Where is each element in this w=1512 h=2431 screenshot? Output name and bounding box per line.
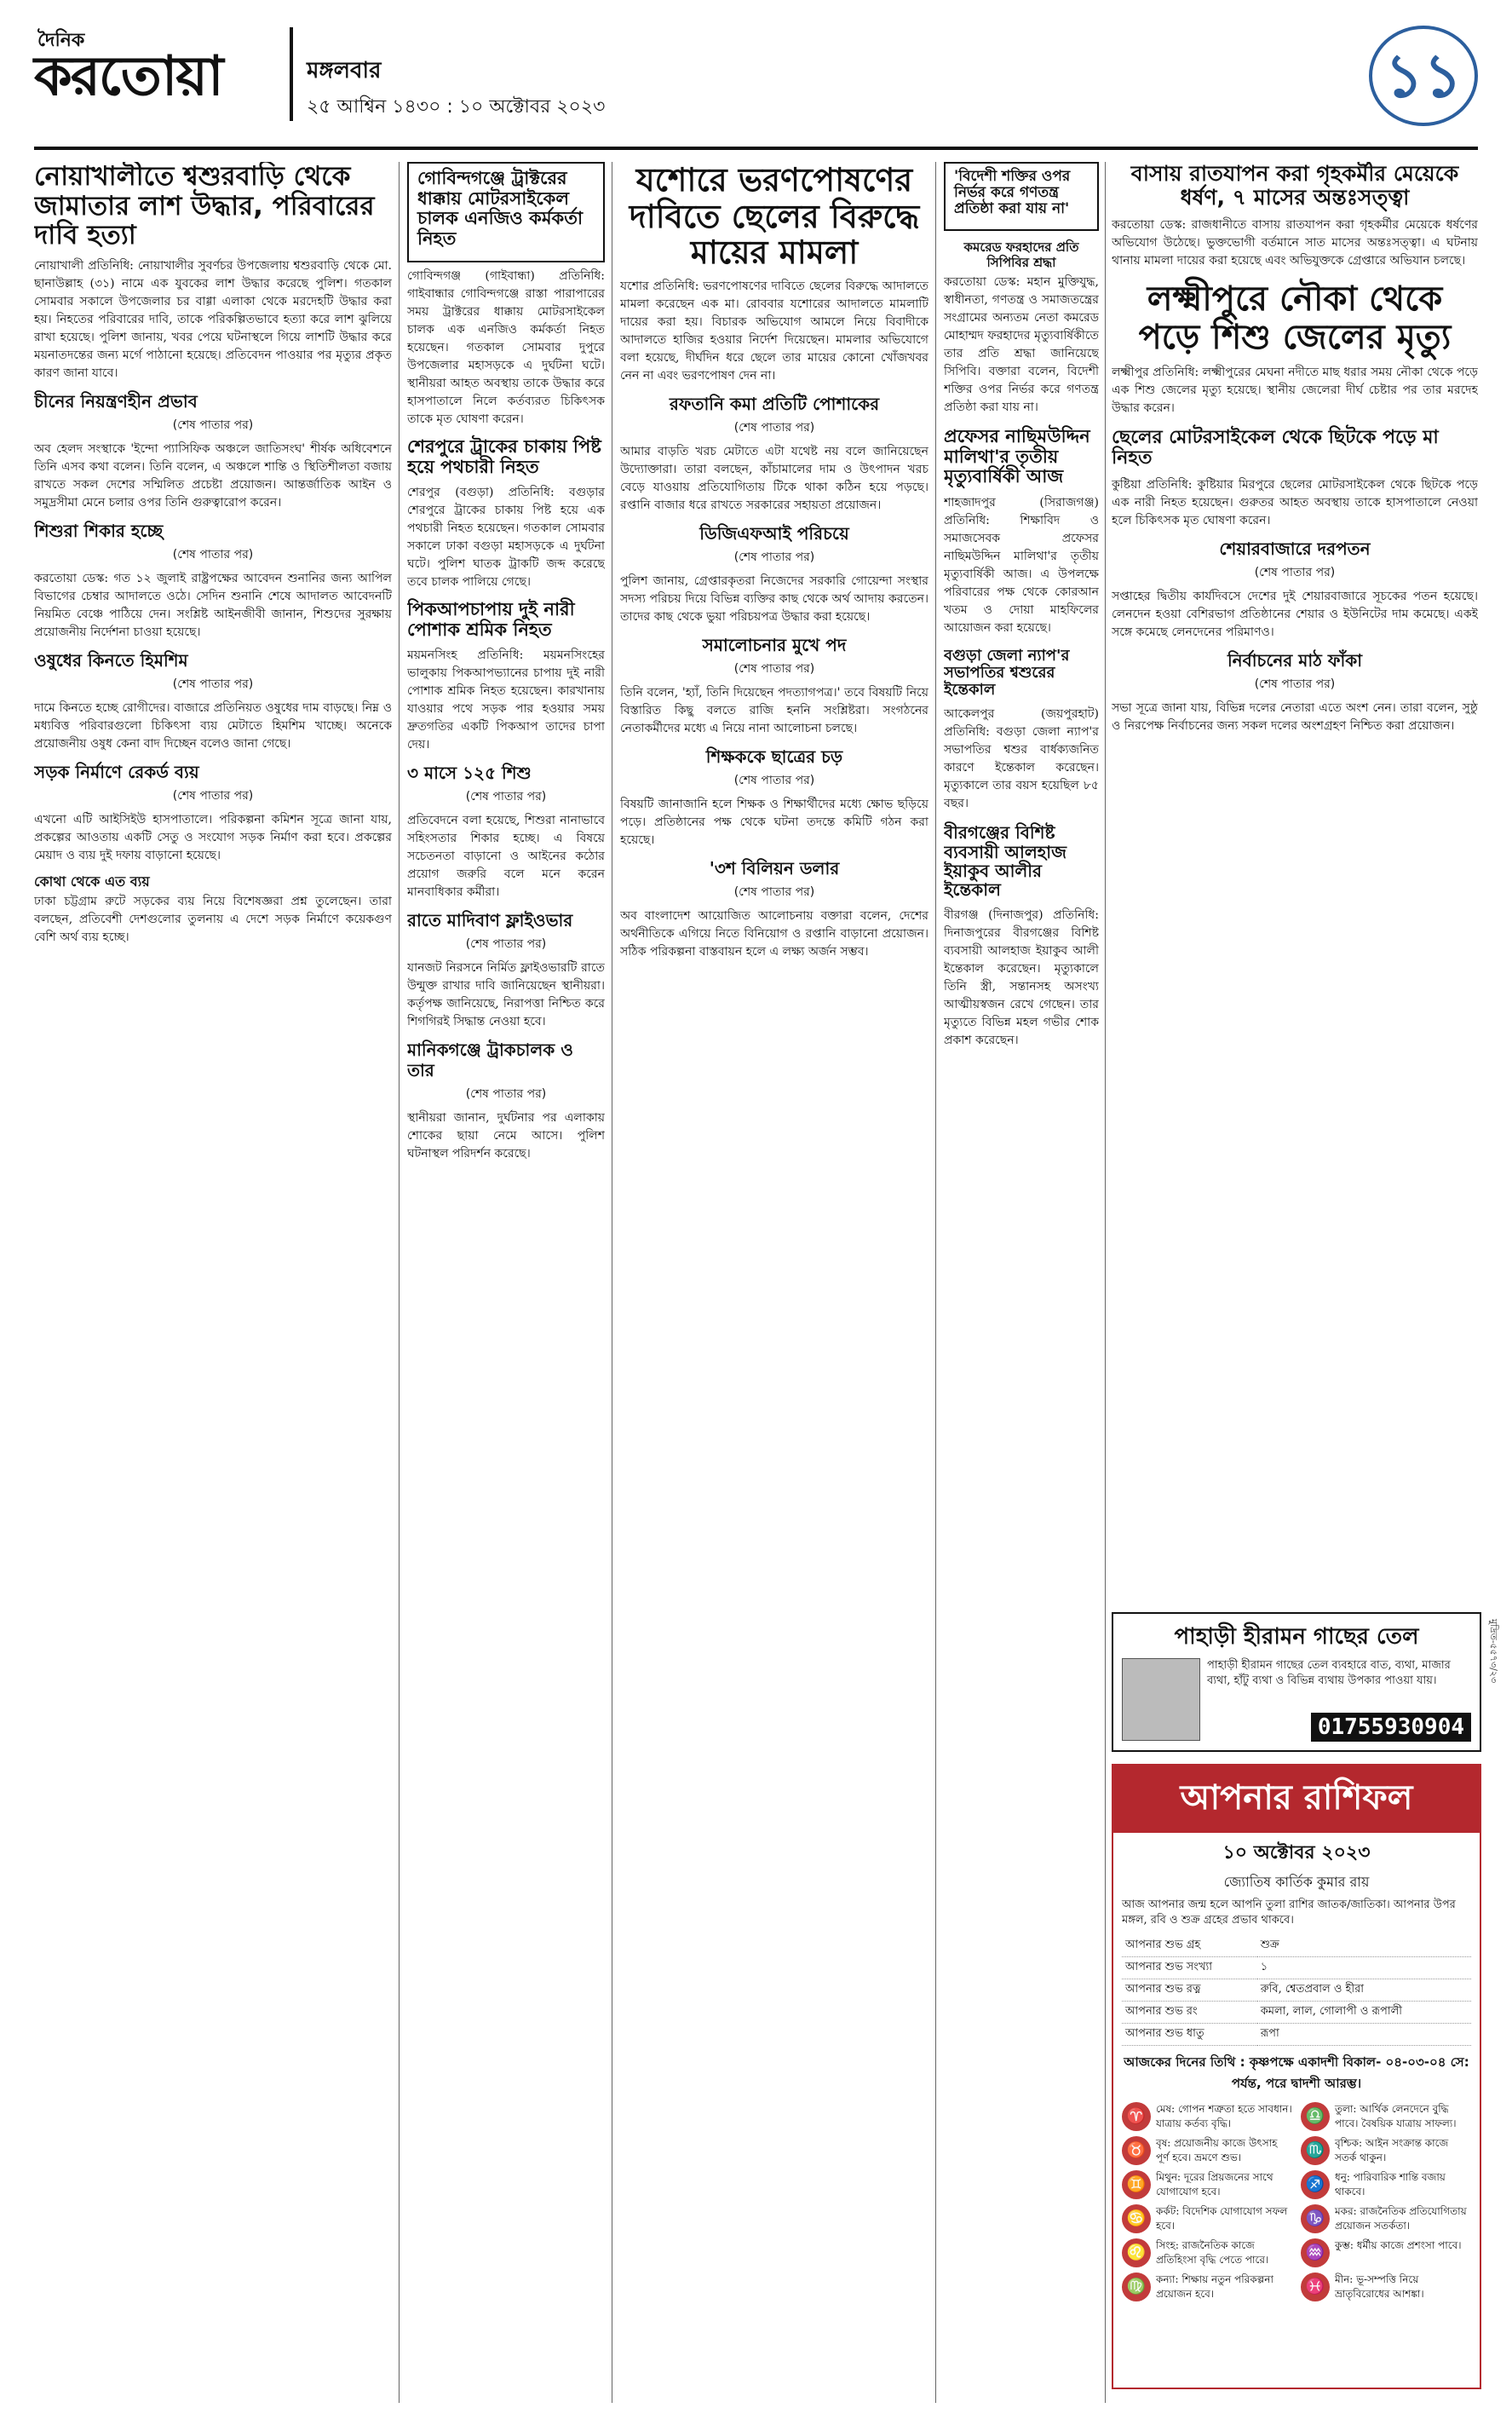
subhead-dgfi: ডিজিএফআই পরিচয়ে [699, 522, 849, 544]
masthead-rule [34, 147, 1478, 150]
zodiac-text: মেষ: গোপন শত্রুতা হতে সাবধান। যাত্রায় কর্তব্য বৃদ্ধি। [1156, 2103, 1292, 2129]
continued-label: (শেষ পাতার পর) [172, 677, 254, 692]
article-body: স্থানীয়রা জানান, দুর্ঘটনার পর এলাকায় শোকের ছায়া নেমে আসে। পুলিশ ঘটনাস্থল পরিদর্শন করেছে। [407, 1111, 605, 1161]
zodiac-libra-icon: ♎ [1301, 2102, 1330, 2131]
continued-label: (শেষ পাতার পর) [1254, 565, 1336, 579]
lucky-row [1122, 1957, 1471, 1979]
continued-label: (শেষ পাতার পর) [172, 548, 254, 562]
article-body: গোবিন্দগঞ্জ (গাইবান্ধা) প্রতিনিধি: গাইবান্ধার গোবিন্দগঞ্জে রাস্তা পারাপারের সময় ট্রাক্টরের ধাক্কায় মোটরসাইকেল চালক এক এনজিও কর্মকর্তা নিহত হয়েছেন। গতকাল সোমবার দুপুরে উপজেলার মহাসড়কে এ দুর্ঘটনা ঘটে। স্থানীয়রা আহত অবস্থায় তাকে উদ্ধার করে হাসপাতালে নিলে কর্তব্যরত চিকিৎসক তাকে মৃত ঘোষণা করেন। [407, 269, 605, 427]
lucky-row [1122, 1935, 1471, 1957]
lucky-key: আপনার শুভ সংখ্যা [1122, 1957, 1257, 1979]
zodiac-item [1301, 2136, 1471, 2165]
page-number: ১১ [1369, 26, 1478, 126]
lucky-value: রুবি, শ্বেতপ্রবাল ও হীরা [1257, 1979, 1471, 2002]
continued-label: (শেষ পাতার পর) [1254, 677, 1336, 691]
horoscope-title: আপনার রাশিফল [1113, 1766, 1480, 1833]
ad-phone: 01755930904 [1311, 1713, 1471, 1742]
boxed-headline [407, 162, 605, 262]
lucky-key: আপনার শুভ ধাতু [1122, 2024, 1257, 2046]
article-body: বীরগঞ্জ (দিনাজপুর) প্রতিনিধি: দিনাজপুরের বীরগঞ্জের বিশিষ্ট ব্যবসায়ী আলহাজ ইয়াকুব আলী ইন্তেকাল করেছেন। মৃত্যুকালে তিনি স্ত্রী, সন্তানসহ অসংখ্য আত্মীয়স্বজন রেখে গেছেন। তার মৃত্যুতে বিভিন্ন মহল গভীর শোক প্রকাশ করেছেন। [944, 907, 1099, 1047]
article-body: ময়মনসিংহ প্রতিনিধি: ময়মনসিংহের ভালুকায় পিকআপভ্যানের চাপায় দুই নারী পোশাক শ্রমিক নিহত হয়েছেন। কারখানায় যাওয়ার পথে সড়ক পার হওয়ার সময় দ্রুতগতির একটি পিকআপ তাদের চাপা দেয়। [407, 648, 605, 752]
headline-sherpur: শেরপুরে ট্রাকের চাকায় পিষ্ট হয়ে পথচারী নিহত [407, 436, 601, 477]
zodiac-text: মীন: ভূ-সম্পত্তি নিয়ে ভ্রাতৃবিরোধের আশঙ্কা। [1335, 2273, 1424, 2300]
lucky-row [1122, 2002, 1471, 2024]
article-body: অব হেলদ সংস্থাকে 'ইন্দো প্যাসিফিক অঞ্চলে জাতিসংঘ' শীর্ষক অধিবেশনে তিনি এসব কথা বলেন। তিনি বলেন, এ অঞ্চলে শান্তি ও স্থিতিশীলতা বজায় রাখতে সকল দেশের সম্মিলিত প্রচেষ্টা প্রয়োজন। আন্তর্জাতিক আইন ও সমুদ্রসীমা মেনে চলার ওপর তিনি গুরুত্বারোপ করেন। [34, 442, 392, 510]
headline-motorcycle: ছেলের মোটরসাইকেল থেকে ছিটকে পড়ে মা নিহত [1112, 426, 1439, 469]
zodiac-item [1301, 2238, 1471, 2267]
article-body: এখনো এটি আইসিইউ হাসপাতালে। পরিকল্পনা কমিশন সূত্রে জানা যায়, প্রকল্পের আওতায় একটি সেতু ও সংযোগ সড়ক নির্মাণ করা হবে। প্রকল্পের মেয়াদ ও ব্যয় দুই দফায় বাড়ানো হয়েছে। [34, 813, 392, 863]
zodiac-text: কর্কট: বিদেশিক যোগাযোগ সফল হবে। [1156, 2205, 1288, 2232]
article-body: তিনি বলেন, 'হ্যাঁ, তিনি দিয়েছেন পদত্যাগপত্র।' তবে বিষয়টি নিয়ে বিস্তারিত কিছু বলতে রাজি হননি সংশ্লিষ্টরা। সংগঠনের নেতাকর্মীদের মধ্যে এ নিয়ে নানা আলোচনা চলছে। [620, 685, 928, 735]
article-body: ঢাকা চট্টগ্রাম রুটে সড়কের ব্যয় নিয়ে বিশেষজ্ঞরা প্রশ্ন তুলেছেন। তারা বলছেন, প্রতিবেশী দেশগুলোর তুলনায় এ দেশে সড়ক নির্মাণে কয়েকগুণ বেশি অর্থ ব্যয় হচ্ছে। [34, 895, 392, 945]
zodiac-item [1122, 2204, 1292, 2233]
headline-maid: বাসায় রাতযাপন করা গৃহকর্মীর মেয়েকে ধর্ষণ, ৭ মাসের অন্তঃসত্ত্বা [1130, 162, 1459, 210]
zodiac-item [1122, 2136, 1292, 2165]
lucky-value: রূপা [1257, 2024, 1471, 2046]
lucky-value: কমলা, লাল, গোলাপী ও রূপালী [1257, 2002, 1471, 2024]
zodiac-text: তুলা: আর্থিক লেনদেনে বুদ্ধি পাবে। বৈষয়িক যাত্রায় সাফল্য। [1335, 2103, 1457, 2129]
lucky-value: ১ [1257, 1957, 1471, 1979]
zodiac-text: কুম্ভ: ধর্মীয় কাজে প্রশংসা পাবে। [1335, 2239, 1462, 2252]
issue-date: ২৫ আশ্বিন ১৪৩০ : ১০ অক্টোবর ২০২৩ [307, 96, 606, 118]
column-5 [1112, 162, 1478, 1602]
zodiac-text: কন্যা: শিক্ষায় নতুন পরিকল্পনা প্রয়োজন হবে। [1156, 2273, 1273, 2300]
headline-jessore: যশোরে ভরণপোষণের দাবিতে ছেলের বিরুদ্ধে মায়ের মামলা [629, 162, 920, 272]
side-print-note: মুদ্রিত-৫৫৭৩/২৩ [1488, 1619, 1499, 1684]
subline-cpb: কমরেড ফরহাদের প্রতি সিপিবির শ্রদ্ধা [963, 239, 1079, 271]
article-body: বিষয়টি জানাজানি হলে শিক্ষক ও শিক্ষার্থীদের মধ্যে ক্ষোভ ছড়িয়ে পড়ে। প্রতিষ্ঠানের পক্ষ থেকে ঘটনা তদন্তে কমিটি গঠন করা হয়েছে। [620, 797, 928, 847]
subhead-125-children: ৩ মাসে ১২৫ শিশু [407, 763, 532, 784]
headline-pickup: পিকআপচাপায় দুই নারী পোশাক শ্রমিক নিহত [407, 599, 575, 640]
zodiac-grid [1113, 2099, 1480, 2305]
zodiac-text: বৃষ: প্রয়োজনীয় কাজে উৎসাহ পূর্ণ হবে। ভ্রমণে শুভ। [1156, 2137, 1278, 2163]
zodiac-virgo-icon: ♍ [1122, 2273, 1151, 2301]
article-body: যশোর প্রতিনিধি: ভরণপোষণের দাবিতে ছেলের বিরুদ্ধে আদালতে মামলা করেছেন এক মা। রোববার যশোরের আদালতে মামলাটি দায়ের করা হয়। বিচারক অভিযোগ আমলে নিয়ে বিবাদীকে আদালতে হাজির হওয়ার নির্দেশ দিয়েছেন। মামলার অভিযোগে বলা হয়েছে, দীর্ঘদিন ধরে ছেলে তার মায়ের কোনো খোঁজখবর নেন না এবং ভরণপোষণ দেন না। [620, 279, 928, 383]
zodiac-capricorn-icon: ♑ [1301, 2204, 1330, 2233]
column-4 [944, 162, 1099, 2403]
subhead-300-billion: '৩শ বিলিয়ন ডলার [709, 857, 840, 879]
article-body: লক্ষ্মীপুর প্রতিনিধি: লক্ষ্মীপুরের মেঘনা নদীতে মাছ ধরার সময় নৌকা থেকে পড়ে এক শিশু জেলের মৃত্যু হয়েছে। স্থানীয় জেলেরা দীর্ঘ চেষ্টার পর তার মরদেহ উদ্ধার করেন। [1112, 365, 1478, 415]
masthead [34, 19, 1478, 145]
continued-label: (শেষ পাতার পর) [465, 790, 547, 804]
article-body: শেরপুর (বগুড়া) প্রতিনিধি: বগুড়ার শেরপুরে ট্রাকের চাকায় পিষ্ট হয়ে এক পথচারী নিহত হয়েছেন। গতকাল সোমবার সকালে ঢাকা বগুড়া মহাসড়কে এ দুর্ঘটনা ঘটে। পুলিশ ঘাতক ট্রাকটি জব্দ করেছে তবে চালক পালিয়ে গেছে। [407, 486, 605, 590]
article-body: পুলিশ জানায়, গ্রেপ্তারকৃতরা নিজেদের সরকারি গোয়েন্দা সংস্থার সদস্য পরিচয় দিয়ে বিভিন্ন ব্যক্তির কাছ থেকে অর্থ আদায় করতেন। তাদের কাছ থেকে ভুয়া পরিচয়পত্র উদ্ধার করা হয়েছে। [620, 573, 928, 624]
article-body: আমার বাড়তি খরচ মেটাতে এটা যথেষ্ট নয় বলে জানিয়েছেন উদ্যোক্তারা। তারা বলছেন, কাঁচামালের দাম ও উৎপাদন খরচ বেড়ে যাওয়ায় প্রতিযোগিতায় টিকে থাকা কঠিন হয়ে পড়ছে। রপ্তানি বাজার ধরে রাখতে সরকারের সহায়তা প্রয়োজন। [620, 444, 928, 512]
continued-label: (শেষ পাতার পর) [733, 550, 815, 564]
column-2 [407, 162, 605, 2403]
logo-small-text: দৈনিক [37, 30, 85, 51]
masthead-divider [290, 27, 293, 121]
horoscope-box [1112, 1764, 1481, 2389]
column-1 [34, 162, 392, 2403]
zodiac-text: মকর: রাজনৈতিক প্রতিযোগিতায় প্রয়োজন সতর্কতা। [1335, 2205, 1467, 2232]
today-tithi: আজকের দিনের তিথি : কৃষ্ণপক্ষে একাদশী বিকাল- ০৪-০৩-০৪ সে: পর্যন্ত, পরে দ্বাদশী আরম্ভ। [1124, 2054, 1469, 2092]
zodiac-gemini-icon: ♊ [1122, 2170, 1151, 2199]
subhead-manikganj: মানিকগঞ্জে ট্রাকচালক ও তার [407, 1040, 573, 1081]
article-body: আকেলপুর (জয়পুরহাট) প্রতিনিধি: বগুড়া জেলা ন্যাপ'র সভাপতির শ্বশুর বার্ধক্যজনিত কারণে ইন্তেকাল করেছেন। মৃত্যুকালে তার বয়স হয়েছিল ৮৫ বছর। [944, 707, 1099, 811]
subhead-children: শিশুরা শিকার হচ্ছে [34, 521, 164, 542]
subhead-china: চীনের নিয়ন্ত্রণহীন প্রভাব [34, 391, 198, 412]
newspaper-logo: করতোয়া [34, 45, 222, 108]
lucky-value: শুক্র [1257, 1935, 1471, 1957]
lucky-key: আপনার শুভ রত্ন [1122, 1979, 1257, 2002]
ad-title: পাহাড়ী হীরামন গাছের তেল [1174, 1624, 1419, 1650]
horoscope-date: ১০ অক্টোবর ২০২৩ [1222, 1842, 1371, 1864]
ad-description: পাহাড়ী হীরামন গাছের তেল ব্যবহারে বাত, ব্যথা, মাজার ব্যথা, হাঁটু ব্যথা ও বিভিন্ন ব্যথায় উপকার পাওয়া যায়। [1207, 1659, 1451, 1687]
article-body: যানজট নিরসনে নির্মিত ফ্লাইওভারটি রাতে উন্মুক্ত রাখার দাবি জানিয়েছেন স্থানীয়রা। কর্তৃপক্ষ জানিয়েছে, নিরাপত্তা নিশ্চিত করে শিগগিরই সিদ্ধান্ত নেওয়া হবে। [407, 961, 605, 1029]
subhead-share-market: শেয়ারবাজারে দরপতন [1219, 538, 1371, 559]
continued-label: (শেষ পাতার পর) [172, 418, 254, 433]
column-divider [935, 162, 936, 2403]
zodiac-sagittarius-icon: ♐ [1301, 2170, 1330, 2199]
continued-label: (শেষ পাতার পর) [733, 661, 815, 676]
advertisement-hiraman-oil [1112, 1612, 1481, 1752]
lucky-table [1122, 1935, 1471, 2046]
continued-label: (শেষ পাতার পর) [733, 420, 815, 435]
article-body: নোয়াখালী প্রতিনিধি: নোয়াখালীর সুবর্ণচর উপজেলায় শ্বশুরবাড়ি থেকে মো. ছানাউল্লাহ (৩১) নামে এক যুবকের লাশ উদ্ধার করেছে পুলিশ। গতকাল সোমবার সকালে উপজেলার চর বাগ্গা এলাকা থেকে মরদেহটি উদ্ধার করা হয়। নিহতের পরিবারের দাবি, তাকে পরিকল্পিতভাবে হত্যা করে লাশ ঝুলিয়ে রাখা হয়েছে। পুলিশ জানায়, খবর পেয়ে ঘটনাস্থলে গিয়ে লাশটি উদ্ধার করে ময়নাতদন্তের জন্য মর্গে পাঠানো হয়েছে। প্রতিবেদন পাওয়ার পর মৃত্যুর প্রকৃত কারণ জানা যাবে। [34, 259, 392, 381]
column-divider [399, 162, 400, 2403]
article-body: করতোয়া ডেস্ক: মহান মুক্তিযুদ্ধ, স্বাধীনতা, গণতন্ত্র ও সমাজতন্ত্রের সংগ্রামের অন্যতম নেতা কমরেড মোহাম্মদ ফরহাদের মৃত্যুবার্ষিকীতে তার প্রতি শ্রদ্ধা জানিয়েছে সিপিবি। বক্তারা বলেন, বিদেশী শক্তির ওপর নির্ভর করে গণতন্ত্র প্রতিষ্ঠা করা যায় না। [944, 275, 1099, 415]
zodiac-item [1122, 2273, 1292, 2301]
subhead-election: নির্বাচনের মাঠ ফাঁকা [1227, 649, 1363, 671]
horoscope-author: জ্যোতিষ কার্তিক কুমার রায় [1223, 1874, 1370, 1890]
subhead-road-cost: সড়ক নির্মাণে রেকর্ড ব্যয় [34, 762, 199, 783]
continued-label: (শেষ পাতার পর) [733, 773, 815, 787]
continued-label: (শেষ পাতার পর) [465, 1087, 547, 1102]
subhead-export: রফতানি কমা প্রতিটি পোশাকের [669, 393, 880, 414]
headline-nap: বগুড়া জেলা ন্যাপ'র সভাপতির শ্বশুরের ইন্তেকাল [944, 646, 1070, 699]
headline-noakhali: নোয়াখালীতে শ্বশুরবাড়ি থেকে জামাতার লাশ উদ্ধার, পরিবারের দাবি হত্যা [34, 162, 375, 251]
article-body: অব বাংলাদেশ আয়োজিত আলোচনায় বক্তারা বলেন, দেশের অর্থনীতিকে এগিয়ে নিতে বিনিয়োগ ও রপ্তানি বাড়ানো প্রয়োজন। সঠিক পরিকল্পনা বাস্তবায়ন হলে এ লক্ষ্য অর্জন সম্ভব। [620, 908, 928, 959]
article-body: শাহজাদপুর (সিরাজগঞ্জ) প্রতিনিধি: শিক্ষাবিদ ও সমাজসেবক প্রফেসর নাছিমউদ্দিন মালিথা'র তৃতীয় মৃত্যুবার্ষিকী আজ। এ উপলক্ষে পরিবারের পক্ষ থেকে কোরআন খতম ও দোয়া মাহফিলের আয়োজন করা হয়েছে। [944, 495, 1099, 635]
column-3 [620, 162, 928, 2403]
subhead-where-cost: কোথা থেকে এত ব্যয় [34, 873, 150, 890]
zodiac-taurus-icon: ♉ [1122, 2136, 1151, 2165]
boxed-headline [944, 162, 1099, 231]
article-body: করতোয়া ডেস্ক: রাজধানীতে বাসায় রাতযাপন করা গৃহকর্মীর মেয়েকে ধর্ষণের অভিযোগ উঠেছে। ভুক্তভোগী বর্তমানে সাত মাসের অন্তঃসত্ত্বা। এ ঘটনায় থানায় মামলা দায়ের করা হয়েছে এবং অভিযুক্তকে গ্রেপ্তারে অভিযান চলছে। [1112, 218, 1478, 268]
article-body: দামে কিনতে হচ্ছে রোগীদের। বাজারে প্রতিনিয়ত ওষুধের দাম বাড়ছে। নিম্ন ও মধ্যবিত্ত পরিবারগুলো চিকিৎসা ব্যয় মেটাতে হিমশিম খাচ্ছে। অনেকে প্রয়োজনীয় ওষুধ কেনা বাদ দিচ্ছেন বলেও জানা গেছে। [34, 701, 392, 752]
headline-democracy: 'বিদেশী শক্তির ওপর নির্ভর করে গণতন্ত্র প্রতিষ্ঠা করা যায় না' [954, 168, 1071, 218]
lucky-key: আপনার শুভ রং [1122, 2002, 1257, 2024]
zodiac-item [1122, 2102, 1292, 2131]
subhead-flyover: রাতে মাদিবাণ ফ্লাইওভার [407, 910, 573, 931]
subhead-criticism: সমালোচনার মুখে পদ [702, 634, 847, 655]
zodiac-item [1301, 2170, 1471, 2199]
horoscope-intro: আজ আপনার জন্ম হলে আপনি তুলা রাশির জাতক/জাতিকা। আপনার উপর মঙ্গল, রবি ও শুক্র গ্রহের প্রভাব থাকবে। [1122, 1898, 1456, 1927]
article-body: প্রতিবেদনে বলা হয়েছে, শিশুরা নানাভাবে সহিংসতার শিকার হচ্ছে। এ বিষয়ে সচেতনতা বাড়ানো ও আইনের কঠোর প্রয়োগ জরুরি বলে মনে করেন মানবাধিকার কর্মীরা। [407, 814, 605, 900]
lucky-key: আপনার শুভ গ্রহ [1122, 1935, 1257, 1957]
zodiac-text: সিংহ: রাজনৈতিক কাজে প্রতিহিংসা বৃদ্ধি পেতে পারে। [1156, 2239, 1269, 2266]
zodiac-scorpio-icon: ♏ [1301, 2136, 1330, 2165]
headline-birganj: বীরগঞ্জের বিশিষ্ট ব্যবসায়ী আলহাজ ইয়াকুব আলীর ইন্তেকাল [944, 822, 1066, 901]
zodiac-item [1301, 2102, 1471, 2131]
issue-day: মঙ্গলবার [307, 58, 382, 84]
article-body: সভা সূত্রে জানা যায়, বিভিন্ন দলের নেতারা এতে অংশ নেন। তারা বলেন, সুষ্ঠু ও নিরপেক্ষ নির্বাচনের জন্য সকল দলের অংশগ্রহণ নিশ্চিত করা প্রয়োজন। [1112, 700, 1478, 733]
article-body: করতোয়া ডেস্ক: গত ১২ জুলাই রাষ্ট্রপক্ষের আবেদন শুনানির জন্য আপিল বিভাগের চেম্বার আদালতে ওঠে। সেদিন শুনানি শেষে আদালত আবেদনটি নিয়মিত বেঞ্চে পাঠিয়ে দেন। সংশ্লিষ্ট আইনজীবী জানান, শিশুদের সুরক্ষায় প্রয়োজনীয় নির্দেশনা চাওয়া হয়েছে। [34, 572, 392, 640]
headline-malitha: প্রফেসর নাছিমউদ্দিন মালিথা'র তৃতীয় মৃত্যুবার্ষিকী আজ [944, 426, 1090, 487]
ad-photo [1122, 1658, 1200, 1741]
zodiac-item [1301, 2273, 1471, 2301]
zodiac-cancer-icon: ♋ [1122, 2204, 1151, 2233]
headline-gobindaganj: গোবিন্দগঞ্জে ট্রাক্টরের ধাক্কায় মোটরসাইকেল চালক এনজিও কর্মকর্তা নিহত [417, 168, 584, 249]
lucky-row [1122, 1979, 1471, 2002]
zodiac-text: বৃশ্চিক: আইন সংক্রান্ত কাজে সতর্ক থাকুন। [1335, 2137, 1449, 2163]
column-divider [1105, 162, 1106, 2403]
continued-label: (শেষ পাতার পর) [733, 884, 815, 899]
continued-label: (শেষ পাতার পর) [465, 937, 547, 952]
article-body: সপ্তাহের দ্বিতীয় কার্যদিবসে দেশের দুই শেয়ারবাজারে সূচকের পতন হয়েছে। লেনদেন হওয়া বেশিরভাগ প্রতিষ্ঠানের শেয়ার ও ইউনিটের দাম কমেছে। একই সঙ্গে কমেছে লেনদেনের পরিমাণও। [1112, 589, 1478, 639]
zodiac-text: ধনু: পারিবারিক শান্তি বজায় থাকবে। [1335, 2171, 1446, 2198]
zodiac-text: মিথুন: দূরের প্রিয়জনের সাথে যোগাযোগ হবে। [1156, 2171, 1273, 2198]
zodiac-pisces-icon: ♓ [1301, 2273, 1330, 2301]
headline-lakshmipur: লক্ষ্মীপুরে নৌকা থেকে পড়ে শিশু জেলের মৃত্যু [1138, 279, 1452, 357]
zodiac-leo-icon: ♌ [1122, 2238, 1151, 2267]
lucky-row [1122, 2024, 1471, 2046]
zodiac-item [1122, 2170, 1292, 2199]
zodiac-aries-icon: ♈ [1122, 2102, 1151, 2131]
subhead-medicine: ওষুধের কিনতে হিমশিম [34, 650, 188, 671]
zodiac-item [1301, 2204, 1471, 2233]
subhead-teacher: শিক্ষককে ছাত্রের চড় [705, 746, 843, 767]
zodiac-aquarius-icon: ♒ [1301, 2238, 1330, 2267]
continued-label: (শেষ পাতার পর) [172, 789, 254, 804]
article-body: কুষ্টিয়া প্রতিনিধি: কুষ্টিয়ার মিরপুরে ছেলের মোটরসাইকেল থেকে ছিটকে পড়ে এক নারী নিহত হয়েছেন। গুরুতর আহত অবস্থায় তাকে হাসপাতালে নেওয়া হলে চিকিৎসক মৃত ঘোষণা করেন। [1112, 477, 1478, 527]
zodiac-item [1122, 2238, 1292, 2267]
